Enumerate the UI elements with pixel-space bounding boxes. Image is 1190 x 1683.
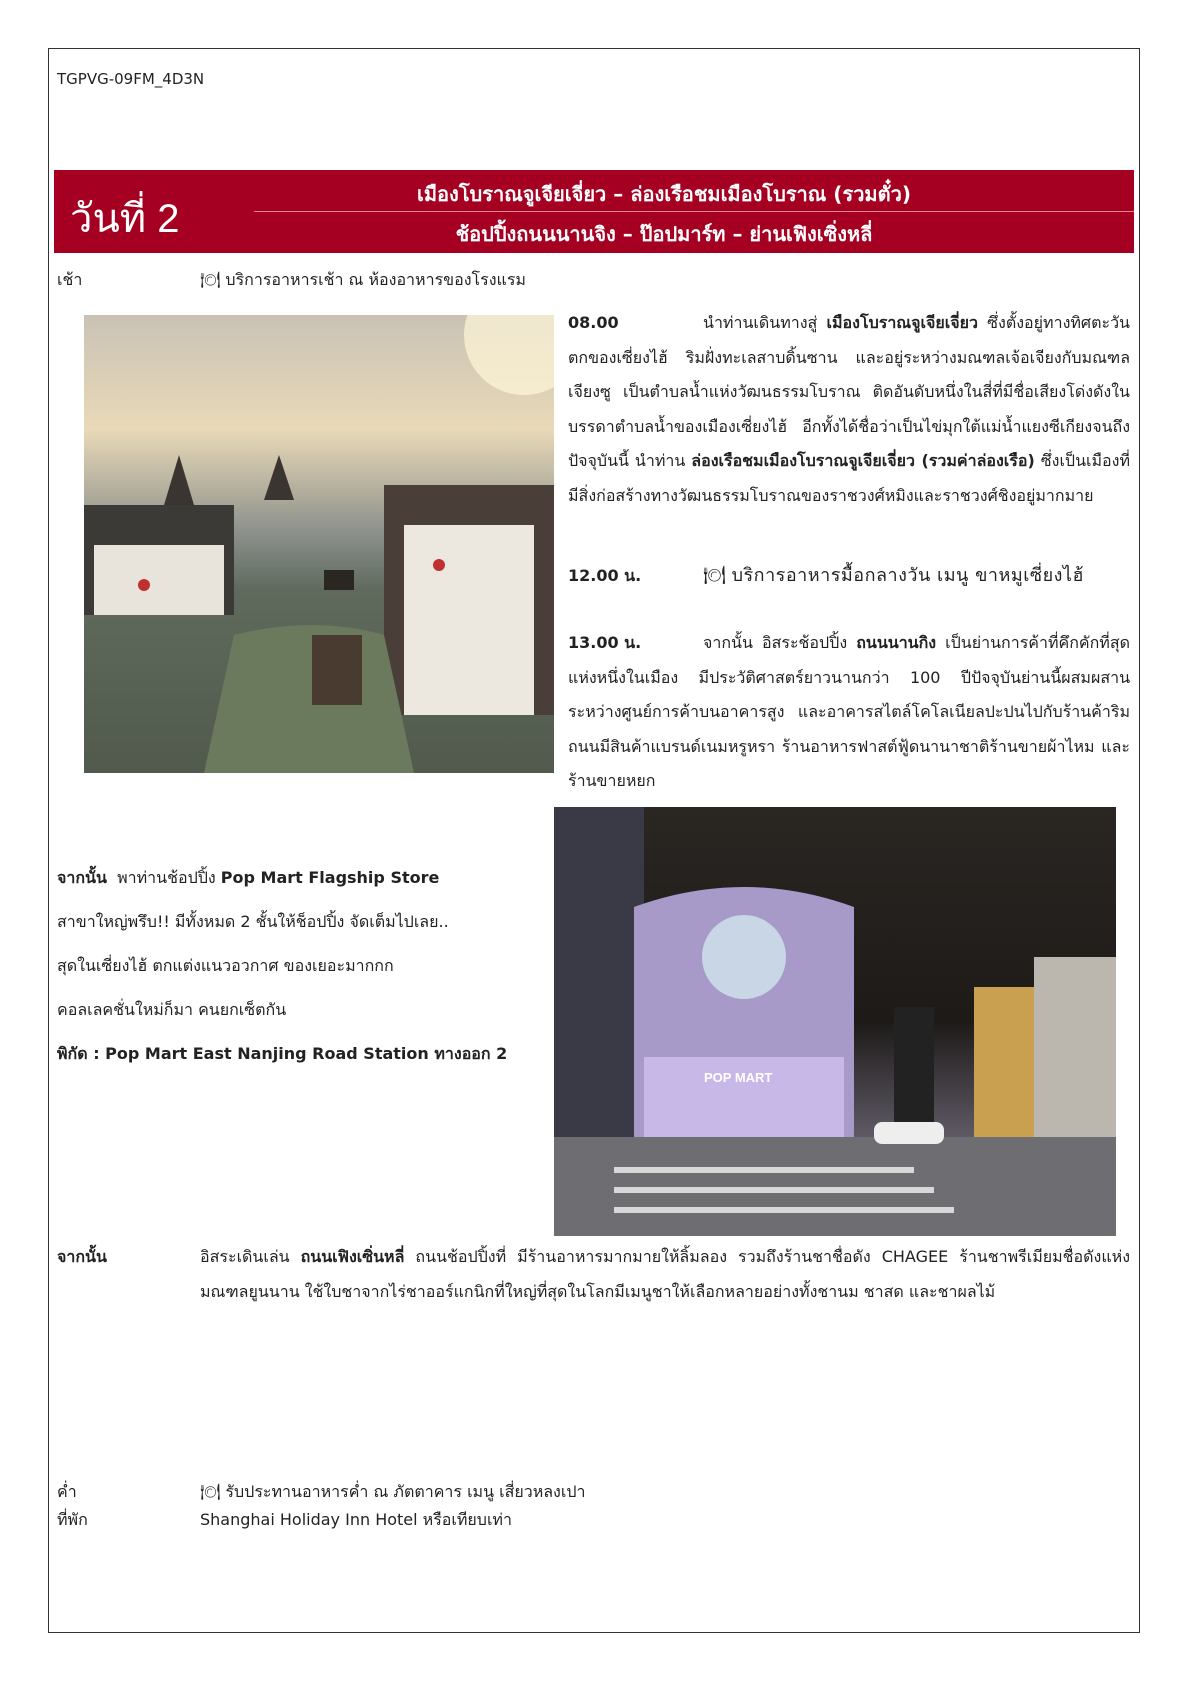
dining-icon: 🍽	[703, 565, 732, 586]
breakfast-label: เช้า	[57, 270, 83, 289]
day-header-band	[54, 170, 1134, 253]
fengsheng-label: จากนั้น	[57, 1247, 107, 1266]
highlight-zhujiajiao: เมืองโบราณจูเจียเจี่ยว	[826, 313, 978, 332]
text: ซึ่งเป็นเมืองที่มีสิ่งก่อสร้างทางวัฒนธรรมโบราณของราชวงศ์หมิงและราชวงศ์ชิงอยู่มากมาย	[568, 451, 1130, 505]
popmart-sign: POP MART	[704, 1070, 773, 1085]
breakfast-text: บริการอาหารเช้า ณ ห้องอาหารของโรงแรม	[225, 270, 526, 289]
schedule-1300	[568, 626, 1130, 799]
popmart-section	[57, 856, 507, 1076]
text: จากนั้น อิสระช้อปปิ้ง	[703, 633, 857, 652]
popmart-line: สาขาใหญ่พรึบ!! มีทั้งหมด 2 ชั้นให้ช็อปปิ้ง จัดเต็มไปเลย..	[57, 912, 449, 931]
highlight-nanjing-road: ถนนนานกิง	[856, 633, 937, 652]
popmart-store-name: Pop Mart Flagship Store	[220, 868, 440, 887]
text: ซึ่งตั้งอยู่ทางทิศตะวันตกของเซี่ยงไฮ้ ริมฝั่งทะเลสาบดิ้นซาน และอยู่ระหว่างมณฑลเจ้อเจียงกับมณฑลเจียงซู เป็นตำบลน้ำแห่งวัฒนธรรมโบราณ ติดอันดับหนึ่งในสี่ที่มีชื่อเสียงโด่งดังในบรรดาตำบลน้ำของเมืองเซี่ยงไฮ้ อีกทั้งได้ชื่อว่าเป็นไข่มุกใต้แม่น้ำแยงซีเกียงจนถึงปัจจุบันนี้ นำท่าน	[568, 313, 1130, 470]
hotel-label: ที่พัก	[57, 1510, 88, 1529]
highlight-boat-tour: ล่องเรือชมเมืองโบราณจูเจียเจี่ยว (รวมค่าล่องเรือ)	[691, 451, 1035, 470]
popmart-photo	[554, 807, 1116, 1236]
popmart-lead: จากนั้น	[57, 868, 107, 887]
day-subtitle-1: เมืองโบราณจูเจียเจี่ยว – ล่องเรือชมเมืองโบราณ (รวมตั๋ว)	[417, 182, 911, 206]
schedule-0800	[568, 306, 1130, 513]
dinner-row	[200, 1480, 585, 1505]
day-subtitle-2: ช้อปปิ้งถนนนานจิง – ป๊อปมาร์ท – ย่านเฟิงเซิ่งหลี่	[455, 222, 873, 246]
dinner-label: ค่ำ	[57, 1482, 77, 1501]
time-label: 12.00 น.	[568, 566, 642, 585]
day-title: วันที่ 2	[70, 197, 180, 241]
text: เป็นย่านการค้าที่คึกคักที่สุดแห่งหนึ่งในเมือง มีประวัติศาสตร์ยาวนานกว่า 100 ปีปัจจุบันย่านนี้ผสมผสานระหว่างศูนย์การค้าบนอาคารสูง และอาคารสไตล์โคโลเนียลปะปนไปกับร้านค้าริมถนนมีสินค้าแบรนด์เนมหรูหรา ร้านอาหารฟาสต์ฟู้ดนานาชาติร้านขายผ้าไหม และร้านขายหยก	[568, 633, 1131, 790]
dinner-text: รับประทานอาหารค่ำ ณ ภัตตาคาร เมนู เสี่ยวหลงเปา	[225, 1482, 586, 1501]
popmart-line: สุดในเซี่ยงไฮ้ ตกแต่งแนวอวกาศ ของเยอะมากกก	[57, 956, 394, 975]
text: พาท่านช้อปปิ้ง	[106, 868, 221, 887]
hotel-text: Shanghai Holiday Inn Hotel หรือเทียบเท่า	[200, 1510, 512, 1529]
time-label: 13.00 น.	[568, 633, 642, 652]
lunch-text: บริการอาหารมื้อกลางวัน เมนู ขาหมูเซี่ยงไฮ้	[731, 565, 1084, 586]
zhujiajiao-photo	[84, 315, 554, 773]
header-divider	[254, 211, 1134, 212]
text: ถนนช้อปปิ้งที่ มีร้านอาหารมากมายให้ลิ้มลอง รวมถึงร้านชาชื่อดัง CHAGEE ร้านชาพรีเมียมชื่อดังแห่งมณฑลยูนนาน ใช้ใบชาจากไร่ชาออร์แกนิกที่ใหญ่ที่สุดในโลกมีเมนูชาให้เลือกหลายอย่างทั้งชานม ชาสด และชาผลไม้	[200, 1247, 1131, 1301]
popmart-line: คอลเลคชั่นใหม่ก็มา คนยกเซ็ตกัน	[57, 1000, 287, 1019]
text: นำท่านเดินทางสู่	[703, 313, 827, 332]
breakfast-row	[200, 268, 526, 293]
schedule-1200	[568, 560, 1143, 589]
dining-icon: 🍽	[200, 270, 221, 289]
popmart-location: พิกัด : Pop Mart East Nanjing Road Station ทางออก 2	[57, 1044, 508, 1063]
time-label: 08.00	[568, 313, 619, 332]
fengsheng-text	[200, 1240, 1130, 1309]
tour-code: TGPVG-09FM_4D3N	[57, 70, 205, 88]
highlight-fengsheng: ถนนเฟิงเซิ่นหลี่	[300, 1247, 405, 1266]
text: อิสระเดินเล่น	[200, 1247, 301, 1266]
dining-icon: 🍽	[200, 1482, 221, 1501]
